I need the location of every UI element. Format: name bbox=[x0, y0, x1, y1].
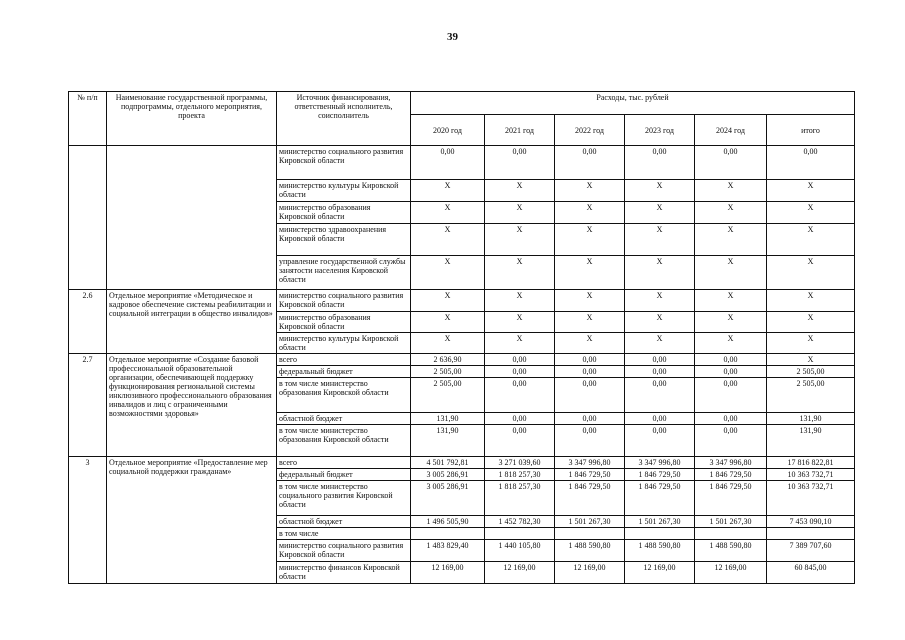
year-value: X bbox=[411, 256, 485, 290]
year-value: 3 347 996,80 bbox=[695, 457, 767, 469]
item-name: Отдельное мероприятие «Создание базовой профессиональной образовательной организации, обеспечивающей поддержку функционирования региональной системы инклюзивного профессионального образования инвалидов и лиц с ограниченными возможностями здоровья» bbox=[107, 354, 277, 457]
funding-source: министерство образования Кировской области bbox=[277, 202, 411, 224]
year-value: X bbox=[555, 333, 625, 354]
funding-source: в том числе министерство образования Кировской области bbox=[277, 378, 411, 413]
year-value: 1 483 829,40 bbox=[411, 540, 485, 562]
funding-source: министерство здравоохранения Кировской области bbox=[277, 224, 411, 256]
total-value: 10 363 732,71 bbox=[767, 469, 855, 481]
year-value: X bbox=[625, 180, 695, 202]
total-value: 2 505,00 bbox=[767, 378, 855, 413]
year-value: X bbox=[411, 312, 485, 333]
year-value: 1 846 729,50 bbox=[555, 469, 625, 481]
year-value: 12 169,00 bbox=[625, 562, 695, 584]
header-year: 2022 год bbox=[555, 115, 625, 146]
item-number bbox=[69, 146, 107, 290]
year-value bbox=[695, 528, 767, 540]
year-value: X bbox=[555, 256, 625, 290]
year-value: 12 169,00 bbox=[411, 562, 485, 584]
year-value: 1 501 267,30 bbox=[555, 516, 625, 528]
funding-source: министерство социального развития Кировской области bbox=[277, 146, 411, 180]
year-value: 0,00 bbox=[695, 354, 767, 366]
year-value: 1 496 505,90 bbox=[411, 516, 485, 528]
funding-source: всего bbox=[277, 457, 411, 469]
header-num: № п/п bbox=[69, 92, 107, 146]
total-value: X bbox=[767, 312, 855, 333]
funding-source: в том числе министерство образования Кировской области bbox=[277, 425, 411, 457]
year-value: 0,00 bbox=[555, 146, 625, 180]
year-value: X bbox=[411, 224, 485, 256]
year-value: 2 636,90 bbox=[411, 354, 485, 366]
year-value: X bbox=[695, 180, 767, 202]
year-value bbox=[625, 528, 695, 540]
table-header bbox=[69, 92, 855, 146]
total-value: X bbox=[767, 354, 855, 366]
header-name: Наименование государственной программы, подпрограммы, отдельного мероприятия, проекта bbox=[107, 92, 277, 146]
item-name: Отдельное мероприятие «Предоставление мер социальной поддержки гражданам» bbox=[107, 457, 277, 584]
year-value: 0,00 bbox=[485, 413, 555, 425]
item-number: 2.6 bbox=[69, 290, 107, 354]
total-value: 10 363 732,71 bbox=[767, 481, 855, 516]
year-value: 2 505,00 bbox=[411, 378, 485, 413]
total-value: 2 505,00 bbox=[767, 366, 855, 378]
funding-source: федеральный бюджет bbox=[277, 366, 411, 378]
header-expenses: Расходы, тыс. рублей bbox=[411, 92, 855, 115]
table-body bbox=[69, 146, 855, 584]
year-value: X bbox=[695, 333, 767, 354]
header-year: 2024 год bbox=[695, 115, 767, 146]
year-value: 0,00 bbox=[411, 146, 485, 180]
item-number: 3 bbox=[69, 457, 107, 584]
total-value: X bbox=[767, 224, 855, 256]
funding-source: министерство финансов Кировской области bbox=[277, 562, 411, 584]
year-value: X bbox=[695, 290, 767, 312]
header-total: итого bbox=[767, 115, 855, 146]
year-value: 1 818 257,30 bbox=[485, 481, 555, 516]
total-value: 131,90 bbox=[767, 425, 855, 457]
total-value: 131,90 bbox=[767, 413, 855, 425]
funding-source: министерство культуры Кировской области bbox=[277, 180, 411, 202]
year-value: 3 347 996,80 bbox=[625, 457, 695, 469]
year-value: 12 169,00 bbox=[555, 562, 625, 584]
total-value: X bbox=[767, 256, 855, 290]
year-value: 1 440 105,80 bbox=[485, 540, 555, 562]
year-value: 3 005 286,91 bbox=[411, 469, 485, 481]
year-value: 1 818 257,30 bbox=[485, 469, 555, 481]
item-name bbox=[107, 146, 277, 290]
year-value: X bbox=[625, 312, 695, 333]
year-value: 12 169,00 bbox=[485, 562, 555, 584]
year-value: 0,00 bbox=[485, 378, 555, 413]
total-value: 7 389 707,60 bbox=[767, 540, 855, 562]
year-value: 1 488 590,80 bbox=[695, 540, 767, 562]
funding-source: министерство социального развития Кировской области bbox=[277, 290, 411, 312]
year-value: X bbox=[485, 224, 555, 256]
year-value: X bbox=[485, 290, 555, 312]
year-value: X bbox=[411, 180, 485, 202]
year-value: 1 846 729,50 bbox=[625, 469, 695, 481]
year-value: 131,90 bbox=[411, 425, 485, 457]
table-row bbox=[69, 146, 855, 180]
year-value: 1 846 729,50 bbox=[555, 481, 625, 516]
year-value: 0,00 bbox=[695, 366, 767, 378]
funding-source: федеральный бюджет bbox=[277, 469, 411, 481]
total-value: 60 845,00 bbox=[767, 562, 855, 584]
total-value: X bbox=[767, 290, 855, 312]
item-number: 2.7 bbox=[69, 354, 107, 457]
year-value: X bbox=[555, 290, 625, 312]
total-value bbox=[767, 528, 855, 540]
year-value: 1 501 267,30 bbox=[695, 516, 767, 528]
year-value: 0,00 bbox=[695, 425, 767, 457]
year-value: 12 169,00 bbox=[695, 562, 767, 584]
year-value: 1 846 729,50 bbox=[695, 469, 767, 481]
year-value: 1 488 590,80 bbox=[555, 540, 625, 562]
year-value: 0,00 bbox=[625, 425, 695, 457]
year-value: X bbox=[485, 180, 555, 202]
year-value: 4 501 792,81 bbox=[411, 457, 485, 469]
year-value: 0,00 bbox=[695, 146, 767, 180]
year-value: X bbox=[485, 312, 555, 333]
funding-source: министерство культуры Кировской области bbox=[277, 333, 411, 354]
year-value: 2 505,00 bbox=[411, 366, 485, 378]
year-value: 0,00 bbox=[555, 413, 625, 425]
year-value: X bbox=[625, 290, 695, 312]
year-value: X bbox=[625, 333, 695, 354]
year-value: X bbox=[555, 224, 625, 256]
funding-source: в том числе министерство социального развития Кировской области bbox=[277, 481, 411, 516]
funding-source: областной бюджет bbox=[277, 516, 411, 528]
header-year: 2020 год bbox=[411, 115, 485, 146]
year-value: 1 488 590,80 bbox=[625, 540, 695, 562]
year-value: X bbox=[625, 224, 695, 256]
year-value: 0,00 bbox=[625, 146, 695, 180]
year-value: X bbox=[411, 333, 485, 354]
year-value: X bbox=[555, 202, 625, 224]
year-value: 1 846 729,50 bbox=[625, 481, 695, 516]
year-value: 0,00 bbox=[485, 425, 555, 457]
year-value: X bbox=[485, 333, 555, 354]
year-value: 0,00 bbox=[555, 378, 625, 413]
total-value: 17 816 822,81 bbox=[767, 457, 855, 469]
year-value: 0,00 bbox=[625, 354, 695, 366]
year-value: 1 452 782,30 bbox=[485, 516, 555, 528]
page-number: 39 bbox=[447, 31, 458, 43]
total-value: 7 453 090,10 bbox=[767, 516, 855, 528]
header-source: Источник финансирования, ответственный исполнитель, соисполнитель bbox=[277, 92, 411, 146]
year-value: 0,00 bbox=[625, 413, 695, 425]
year-value: 0,00 bbox=[555, 366, 625, 378]
year-value: 0,00 bbox=[485, 366, 555, 378]
funding-source: в том числе bbox=[277, 528, 411, 540]
year-value: X bbox=[695, 256, 767, 290]
year-value bbox=[485, 528, 555, 540]
year-value: 3 347 996,80 bbox=[555, 457, 625, 469]
year-value: 3 005 286,91 bbox=[411, 481, 485, 516]
funding-source: управление государственной службы занятости населения Кировской области bbox=[277, 256, 411, 290]
financing-table bbox=[68, 91, 855, 584]
total-value: X bbox=[767, 202, 855, 224]
table-row bbox=[69, 457, 855, 469]
year-value: 0,00 bbox=[625, 378, 695, 413]
funding-source: министерство образования Кировской области bbox=[277, 312, 411, 333]
year-value: 1 501 267,30 bbox=[625, 516, 695, 528]
item-name: Отдельное мероприятие «Методическое и кадровое обеспечение системы реабилитации и социальной интеграции в общество инвалидов» bbox=[107, 290, 277, 354]
year-value: X bbox=[411, 202, 485, 224]
year-value: 0,00 bbox=[555, 425, 625, 457]
year-value: X bbox=[555, 312, 625, 333]
year-value: 0,00 bbox=[485, 354, 555, 366]
year-value: 0,00 bbox=[695, 413, 767, 425]
year-value: 131,90 bbox=[411, 413, 485, 425]
year-value: 0,00 bbox=[625, 366, 695, 378]
year-value: X bbox=[485, 202, 555, 224]
table-row bbox=[69, 354, 855, 366]
year-value: X bbox=[411, 290, 485, 312]
year-value: X bbox=[695, 202, 767, 224]
year-value: X bbox=[695, 312, 767, 333]
year-value: 3 271 039,60 bbox=[485, 457, 555, 469]
total-value: 0,00 bbox=[767, 146, 855, 180]
year-value: 1 846 729,50 bbox=[695, 481, 767, 516]
year-value: X bbox=[555, 180, 625, 202]
year-value: 0,00 bbox=[485, 146, 555, 180]
year-value bbox=[555, 528, 625, 540]
year-value: X bbox=[625, 256, 695, 290]
funding-source: областной бюджет bbox=[277, 413, 411, 425]
year-value: 0,00 bbox=[555, 354, 625, 366]
total-value: X bbox=[767, 180, 855, 202]
year-value: X bbox=[695, 224, 767, 256]
year-value: X bbox=[625, 202, 695, 224]
year-value bbox=[411, 528, 485, 540]
funding-source: всего bbox=[277, 354, 411, 366]
year-value: X bbox=[485, 256, 555, 290]
table-row bbox=[69, 290, 855, 312]
year-value: 0,00 bbox=[695, 378, 767, 413]
total-value: X bbox=[767, 333, 855, 354]
header-year: 2021 год bbox=[485, 115, 555, 146]
funding-source: министерство социального развития Кировской области bbox=[277, 540, 411, 562]
header-year: 2023 год bbox=[625, 115, 695, 146]
